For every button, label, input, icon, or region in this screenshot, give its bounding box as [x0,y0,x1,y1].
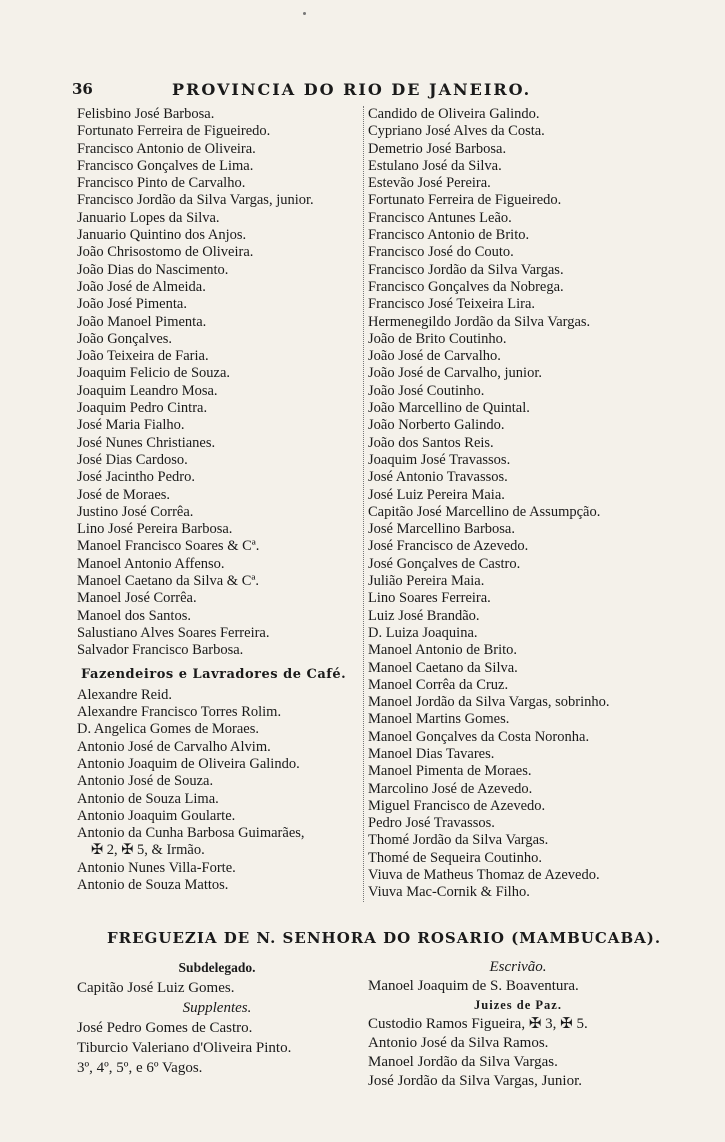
list-item: Estevão José Pereira. [368,175,491,192]
escrivao-name: Manoel Joaquim de S. Boaventura. [368,978,579,994]
list-item: José Marcellino Barbosa. [368,521,515,538]
list-item: Joaquim Pedro Cintra. [77,400,208,417]
list-item: Hermenegildo Jordão da Silva Vargas. [368,313,591,330]
list-item: José Francisco de Azevedo. [368,538,529,555]
list-item: Francisco Antonio de Brito. [368,227,530,244]
escrivao-heading: Escrivão. [489,959,547,975]
list-item: José Luiz Pereira Maia. [368,486,505,503]
list-item: Marcolino José de Azevedo. [368,780,533,797]
list-item: Viuva Mac-Cornik & Filho. [368,884,530,901]
list-item: Francisco Gonçalves de Lima. [77,157,254,174]
list-item: Manoel Caetano da Silva. [368,659,518,676]
list-item: Francisco José do Couto. [368,244,514,261]
list-item: Cypriano José Alves da Costa. [368,123,545,140]
list-item: D. Luiza Joaquina. [368,624,478,641]
list-item: Manoel Jordão da Silva Vargas. [368,1054,558,1070]
list-item: Antonio José da Silva Ramos. [368,1035,549,1051]
list-item: Capitão José Marcellino de Assumpção. [368,503,601,520]
list-item: Felisbino José Barbosa. [77,106,215,122]
list-item: Julião Pereira Maia. [368,573,485,590]
list-item: Joaquim Leandro Mosa. [77,382,218,399]
list-item: José Nunes Christianes. [77,434,216,451]
list-item: Salvador Francisco Barbosa. [77,642,244,659]
list-item: João Gonçalves. [77,330,173,347]
list-item: D. Angelica Gomes de Moraes. [77,721,260,738]
page-header [72,80,552,102]
list-item: Candido de Oliveira Galindo. [368,106,540,122]
list-item: João Manoel Pimenta. [77,313,207,330]
list-item: Custodio Ramos Figueira, ✠ 3, ✠ 5. [368,1016,588,1032]
list-item: Salustiano Alves Soares Ferreira. [77,624,270,641]
list-item: Januario Lopes da Silva. [77,209,220,226]
list-item: Antonio Nunes Villa-Forte. [77,859,236,876]
list-item: João Marcellino de Quintal. [368,400,530,417]
list-item: Januario Quintino dos Anjos. [77,227,247,244]
list-item: Viuva de Matheus Thomaz de Azevedo. [368,867,600,884]
supplentes-heading: Supplentes. [182,1000,252,1016]
list-item: ✠ 2, ✠ 5, & Irmão. [91,842,205,859]
list-item: Manoel Francisco Soares & Cª. [77,538,260,555]
escrivao-block [368,958,668,1091]
juizes-heading: Juizes de Paz. [474,998,562,1012]
list-item: Justino José Corrêa. [77,503,194,520]
list-item: Antonio José de Carvalho Alvim. [77,738,271,755]
list-item: José Antonio Travassos. [368,469,508,486]
list-item: Manoel Pimenta de Moraes. [368,763,532,780]
list-item: Alexandre Reid. [77,686,173,703]
list-item: Antonio Joaquim de Oliveira Galindo. [77,755,300,772]
list-item: José Gonçalves de Castro. [368,555,521,572]
list-item: Manoel dos Santos. [77,607,191,624]
list-item: José Jacintho Pedro. [77,469,195,486]
list-item: Tiburcio Valeriano d'Oliveira Pinto. [77,1040,292,1056]
list-item: Antonio da Cunha Barbosa Guimarães, [77,825,305,842]
list-item: Joaquim José Travassos. [368,451,511,468]
list-item: Manoel Gonçalves da Costa Noronha. [368,728,590,745]
list-item: Antonio Joaquim Goularte. [77,807,236,824]
list-item: Thomé de Sequeira Coutinho. [368,849,542,866]
list-item: Fortunato Ferreira de Figueiredo. [368,192,562,209]
list-item: Antonio de Souza Mattos. [77,877,229,894]
list-item: José Pedro Gomes de Castro. [77,1020,253,1036]
list-item: João de Brito Coutinho. [368,330,507,347]
subdelegado-block [77,958,357,1078]
speck-mark [303,12,306,15]
subdelegado-heading: Subdelegado. [178,960,256,975]
list-item: Fortunato Ferreira de Figueiredo. [77,123,271,140]
list-item: Lino José Pereira Barbosa. [77,521,233,538]
list-item: Alexandre Francisco Torres Rolim. [77,704,282,721]
list-item: Manoel Antonio de Brito. [368,642,518,659]
list-item: João Norberto Galindo. [368,417,505,434]
list-item: José Dias Cardoso. [77,451,188,468]
list-item: João José Coutinho. [368,382,485,399]
list-item: José Jordão da Silva Vargas, Junior. [368,1073,583,1089]
subdelegado-name: Capitão José Luiz Gomes. [77,980,235,996]
list-item: Antonio José de Souza. [77,773,214,790]
left-column [77,106,367,894]
right-column [363,106,668,902]
list-item: João Dias do Nascimento. [77,261,229,278]
list-item: Francisco Antonio de Oliveira. [77,140,256,157]
list-item: Manoel Caetano da Silva & Cª. [77,573,259,590]
list-item: Francisco Jordão da Silva Vargas, junior. [77,192,314,209]
list-item: Manoel Antonio Affenso. [77,555,225,572]
running-title: PROVINCIA DO RIO DE JANEIRO. [172,80,532,99]
list-item: Thomé Jordão da Silva Vargas. [368,832,549,849]
list-item: Francisco Antunes Leão. [368,209,512,226]
list-item: José de Moraes. [77,486,171,503]
list-item: Manoel Dias Tavares. [368,745,495,762]
list-item: Estulano José da Silva. [368,157,502,174]
list-item: Manoel Jordão da Silva Vargas, sobrinho. [368,694,610,711]
list-item: João José de Carvalho. [368,348,501,365]
list-item: Manoel Corrêa da Cruz. [368,676,509,693]
list-item: 3º, 4º, 5º, e 6º Vagos. [77,1060,203,1076]
list-item: Manoel Martins Gomes. [368,711,510,728]
list-item: João Chrisostomo de Oliveira. [77,244,254,261]
list-item: Francisco Pinto de Carvalho. [77,175,246,192]
list-item: Lino Soares Ferreira. [368,590,491,607]
list-item: Francisco Jordão da Silva Vargas. [368,261,564,278]
list-item: João José de Carvalho, junior. [368,365,542,382]
list-item: Francisco José Teixeira Lira. [368,296,536,313]
list-item: Demetrio José Barbosa. [368,140,507,157]
list-item: Miguel Francisco de Azevedo. [368,797,546,814]
list-item: João dos Santos Reis. [368,434,494,451]
subsection-heading: Fazendeiros e Lavradores de Café. [81,666,347,682]
section-title: FREGUEZIA DE N. SENHORA DO ROSARIO (MAMBUCABA). [107,929,662,947]
list-item: Francisco Gonçalves da Nobrega. [368,278,564,295]
list-item: Antonio de Souza Lima. [77,790,219,807]
list-item: João José Pimenta. [77,296,187,313]
list-item: João José de Almeida. [77,278,206,295]
list-item: João Teixeira de Faria. [77,348,209,365]
list-item: Luiz José Brandão. [368,607,480,624]
list-item: Joaquim Felicio de Souza. [77,365,231,382]
list-item: José Maria Fialho. [77,417,185,434]
list-item: Pedro José Travassos. [368,815,495,832]
list-item: Manoel José Corrêa. [77,590,197,607]
page-number: 36 [72,80,93,98]
